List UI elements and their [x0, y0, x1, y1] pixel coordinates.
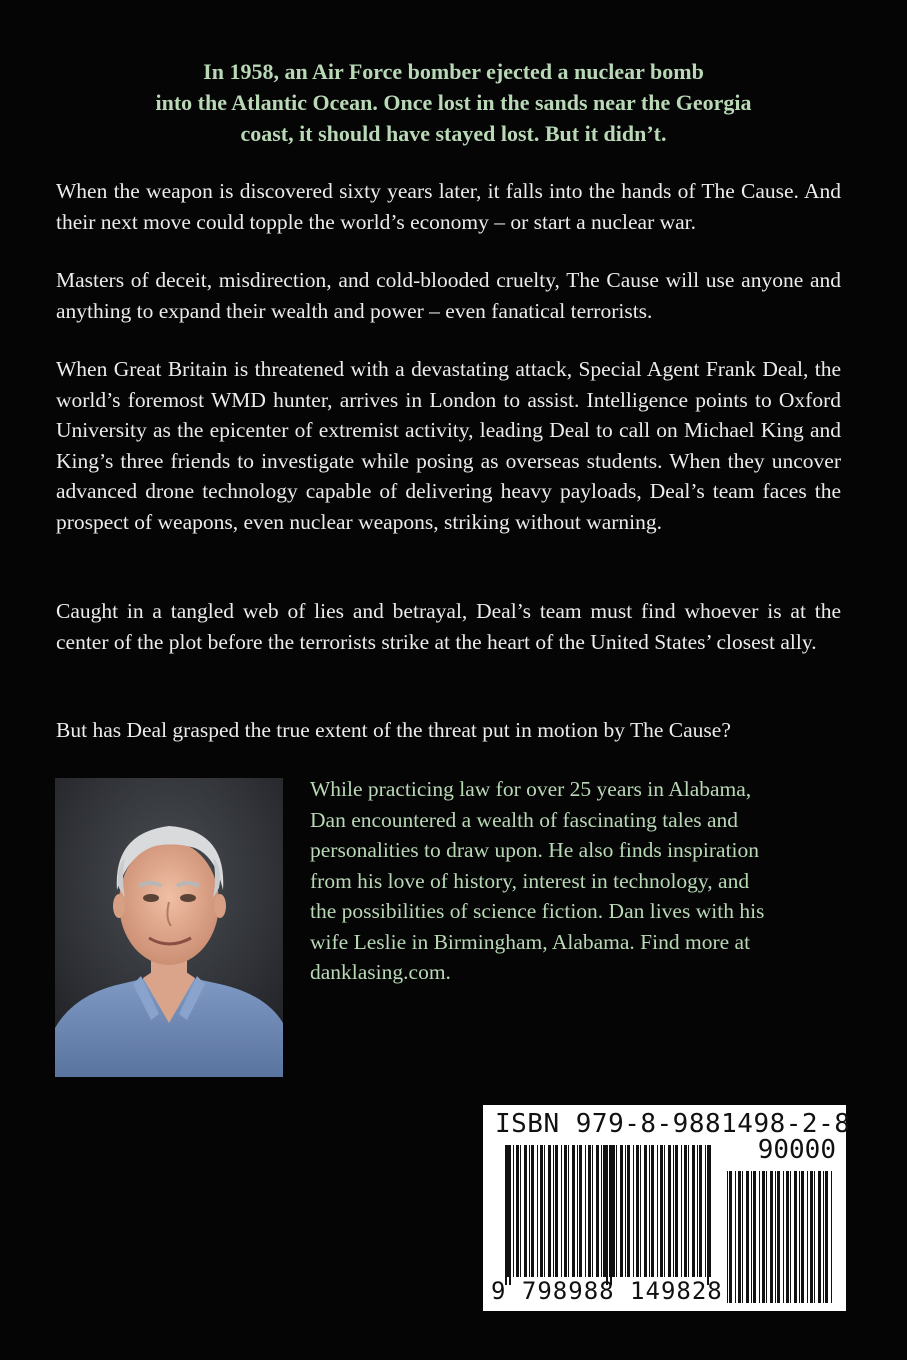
isbn-label: ISBN 979-8-9881498-2-8: [495, 1109, 851, 1139]
blurb-paragraph: Caught in a tangled web of lies and betrayal, Deal’s team must find whoever is at the center of the plot before the terrorists strike at the heart of the United States’ closest ally.: [56, 599, 841, 654]
author-bio-line: from his love of history, interest in technology, and: [310, 868, 750, 893]
author-bio-line: the possibilities of science fiction. Dan lives with his: [310, 899, 765, 923]
blurb-paragraph: When Great Britain is threatened with a devastating attack, Special Agent Frank Deal, the world’s foremost WMD hunter, arrives in London to assist. Intelligence points to Oxford University as the epicenter of extremist activity, leading Deal to call on Michael King and King’s three friends to investigate while posing as overseas students. When they uncover advanced drone technology capable of delivering heavy payloads, Deal’s team faces the prospect of weapons, even nuclear weapons, striking without warning.: [56, 357, 841, 534]
author-bio-line: wife Leslie in Birmingham, Alabama. Find more at: [310, 929, 751, 954]
tagline-line: coast, it should have stayed lost. But it didn’t.: [240, 121, 667, 146]
ean-number: 9 798988 149828: [491, 1277, 723, 1305]
blurb-paragraph: Masters of deceit, misdirection, and cold-blooded cruelty, The Cause will use anyone and anything to expand their wealth and power – even fanatical terrorists.: [56, 268, 841, 323]
tagline-line: In 1958, an Air Force bomber ejected a nuclear bomb: [203, 59, 704, 84]
author-bio-line: Dan encountered a wealth of fascinating tales and: [310, 807, 739, 832]
author-bio: [310, 774, 845, 988]
author-bio-line: While practicing law for over 25 years in Alabama,: [310, 777, 752, 801]
author-photo: [55, 778, 283, 1077]
author-bio-line: personalities to draw upon. He also finds inspiration: [310, 838, 760, 862]
tagline-line: into the Atlantic Ocean. Once lost in the sands near the Georgia: [155, 90, 752, 115]
author-portrait-illustration: [55, 778, 283, 1077]
blurb-paragraph: When the weapon is discovered sixty years later, it falls into the hands of The Cause. And their next move could topple the world’s economy – or start a nuclear war.: [56, 179, 841, 234]
author-bio-line: danklasing.com.: [310, 960, 451, 984]
tagline: [60, 56, 847, 149]
blurb-paragraph: But has Deal grasped the true extent of the threat put in motion by The Cause?: [56, 718, 731, 742]
isbn-barcode: [483, 1105, 851, 1311]
price-addon-label: 90000: [757, 1135, 836, 1165]
